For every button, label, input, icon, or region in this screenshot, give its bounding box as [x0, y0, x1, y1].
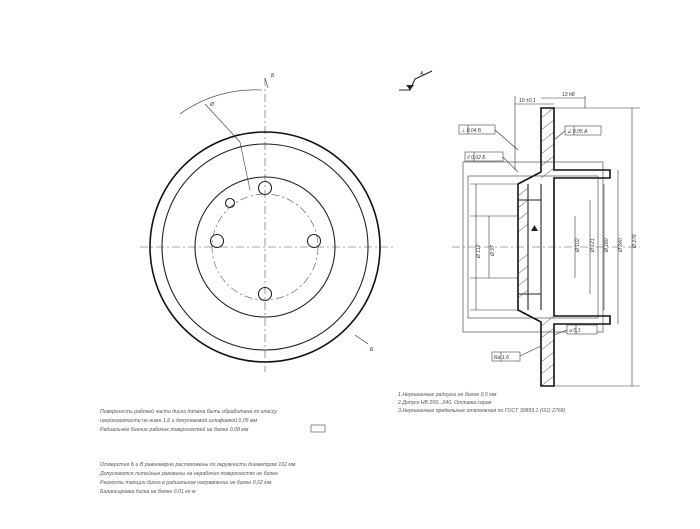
dim-label-276: Ø 276	[632, 234, 638, 248]
diameter-leader	[205, 104, 240, 142]
dim-label-160: Ø 160	[604, 238, 610, 252]
section-line-bottom	[355, 335, 368, 344]
dim-label-width-2: 13 h8	[562, 92, 575, 98]
tolerance-text-2: // 0,02 Б	[467, 155, 486, 161]
section-mark-top: Б	[271, 73, 275, 79]
note-1-line-1: Поверхность рабочей части диска должна быть обработана по классу	[100, 409, 277, 415]
diameter-leader-2	[240, 142, 250, 190]
tolerance-frame-1	[459, 125, 518, 150]
note-2-line-2: Допускаются литейные раковины на нерабочих поверхностях не более	[100, 471, 278, 477]
note-1-line-3: Радиальное биение рабочих поверхностей не более 0,08 мм	[100, 427, 249, 433]
pilot-hole	[226, 199, 235, 208]
dim-label-240: Ø 240	[618, 238, 624, 252]
dim-label-102: Ø 102	[575, 238, 581, 252]
note-1-small-box	[311, 425, 325, 432]
section-view	[452, 92, 640, 386]
note-2-line-4: Балансировка диска не более 0,01 кг·м	[100, 489, 196, 495]
tolerance-text-3: ∠ 0,05 А	[567, 129, 588, 135]
view-arrow-A	[399, 71, 432, 90]
dim-label-121: Ø 121	[590, 238, 596, 252]
view-arrow-line	[399, 71, 432, 90]
diameter-label: Ø	[210, 102, 214, 108]
tech-req-line-2: 2.Допуск НВ 200...240. Отливка серая	[398, 400, 492, 406]
surface-mark: Ra 1.6	[494, 355, 509, 361]
tolerance-text-4: ⌀ 0,1	[569, 328, 581, 334]
dim-label-width-1: 10 ±0,1	[519, 98, 536, 104]
tolerance-frame-3	[554, 126, 601, 140]
note-2-line-3: Разность толщин диска в радиальном направлении не более 0,02 мм	[100, 480, 272, 486]
bolt-hole-right	[308, 235, 321, 248]
dim-label-57: Ø 57	[490, 245, 496, 256]
dim-label-112: Ø 112	[476, 244, 482, 258]
notes-paragraph-1	[100, 408, 325, 433]
notes-paragraph-2	[99, 462, 296, 495]
diameter-dim-arc	[180, 90, 262, 114]
datum-triangle	[531, 225, 538, 231]
tech-req-line-3: 3.Неуказанные предельные отклонения по ГОСТ 30893.1 (ISO 2768)	[398, 408, 566, 414]
section-line-top	[265, 78, 268, 88]
view-arrow-label: А	[420, 71, 424, 77]
view-arrow-head	[406, 85, 414, 90]
tolerance-text-1: ⊥ 0,04 Б	[461, 128, 482, 134]
technical-requirements	[397, 392, 566, 414]
note-2-line-1: Отверстия Б и В равномерно расположены по окружности диаметром 102 мм	[100, 462, 296, 468]
tech-req-line-1: 1.Неуказанные радиусы не более 0,5 мм	[398, 392, 497, 398]
section-mark-bottom: Б	[370, 347, 374, 353]
tolerance-frame-4	[554, 325, 597, 335]
tolerance-frame-5	[492, 346, 541, 361]
note-1-line-2: шероховатости не ниже 1,6 и допускаемой шлифовкой 0,05 мм	[100, 418, 258, 424]
front-view	[140, 73, 395, 372]
